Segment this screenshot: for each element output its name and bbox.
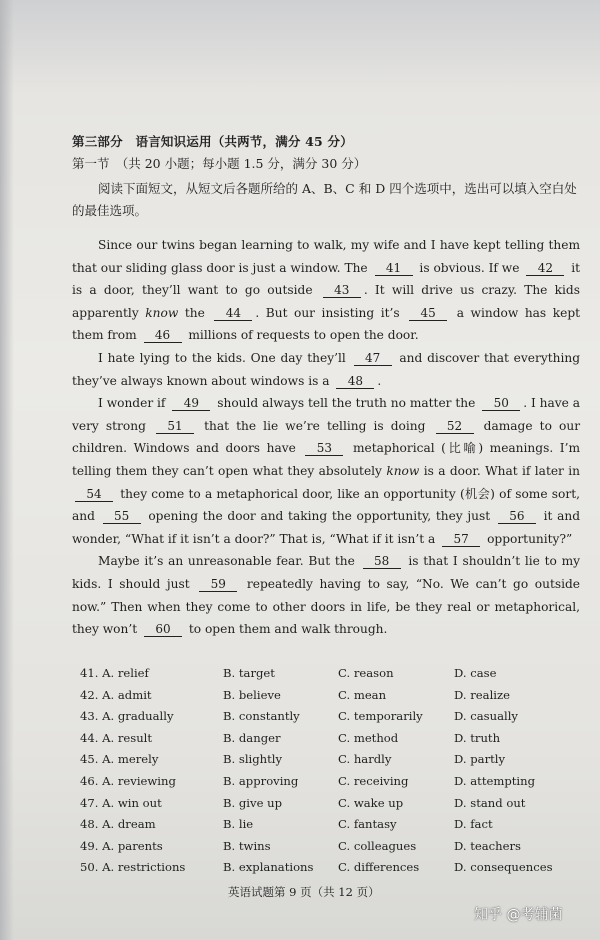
option-row-45	[80, 752, 560, 774]
option-a: 41. A. relief	[80, 666, 149, 680]
option-b: B. constantly	[223, 709, 300, 724]
option-c: C. hardly	[338, 752, 392, 767]
option-c: C. wake up	[338, 795, 404, 810]
option-d: D. partly	[454, 752, 506, 767]
option-a: 43. A. gradually	[80, 709, 174, 724]
option-c: C. differences	[338, 860, 420, 875]
option-row-44	[80, 731, 560, 753]
option-d: D. stand out	[454, 795, 526, 810]
option-d: D. attempting	[454, 773, 536, 788]
option-row-48	[80, 817, 560, 839]
blank-58: 58	[363, 555, 401, 569]
option-b: B. target	[223, 666, 275, 680]
option-c: C. temporarily	[338, 709, 423, 724]
cloze-passage	[72, 234, 580, 641]
option-c: C. reason	[338, 666, 394, 680]
part-heading: 第一节 （共 20 小题；每小题 1.5 分，满分 30 分）	[72, 156, 367, 171]
option-d: D. teachers	[454, 838, 521, 853]
option-a: 45. A. merely	[80, 752, 159, 767]
option-a: 44. A. result	[80, 730, 153, 745]
paragraph-1: Since our twins began learning to walk, my wife and I have kept telling them that our sliding glass door is just a window. The 41 is obvious. If we 42 it is a door, they’ll want to go outside 43 . It will drive us crazy. The kids apparently know the 44 . But our insisting it’s 45 a window has kept them from 46 millions of requests to open the door.	[72, 238, 581, 343]
blank-55: 55	[103, 510, 141, 524]
watermark: 知乎 @考辅菌	[474, 907, 563, 923]
option-b: B. approving	[223, 773, 299, 788]
blank-41: 41	[375, 262, 413, 276]
paragraph-2: I hate lying to the kids. One day they’ll 47 and discover that everything they’ve always known about windows is a 48 .	[72, 350, 581, 388]
option-d: D. casually	[454, 709, 518, 724]
option-d: D. case	[454, 666, 497, 680]
option-b: B. twins	[223, 838, 271, 853]
option-c: C. fantasy	[338, 817, 397, 832]
blank-59: 59	[199, 578, 237, 592]
option-b: B. lie	[223, 817, 254, 832]
section-heading: 第三部分 语言知识运用（共两节，满分 45 分）	[72, 134, 353, 149]
blank-49: 49	[172, 397, 210, 411]
blank-44: 44	[214, 307, 252, 321]
option-row-43	[80, 709, 560, 731]
blank-42: 42	[526, 262, 564, 276]
option-c: C. mean	[338, 687, 387, 702]
blank-47: 47	[354, 352, 392, 366]
page-footer: 英语试题第 9 页（共 12 页）	[228, 885, 380, 899]
option-b: B. danger	[223, 730, 281, 745]
option-row-46	[80, 774, 560, 796]
option-a: 48. A. dream	[80, 817, 156, 832]
blank-56: 56	[498, 510, 536, 524]
option-row-50	[80, 860, 560, 882]
option-b: B. believe	[223, 687, 281, 702]
option-d: D. truth	[454, 730, 501, 745]
option-a: 42. A. admit	[80, 687, 152, 702]
option-a: 46. A. reviewing	[80, 773, 176, 788]
option-b: B. slightly	[223, 752, 283, 767]
blank-57: 57	[442, 533, 480, 547]
option-row-47	[80, 796, 560, 818]
option-row-49	[80, 839, 560, 861]
blank-51: 51	[156, 420, 194, 434]
option-c: C. method	[338, 730, 399, 745]
option-b: B. explanations	[223, 860, 314, 875]
blank-53: 53	[305, 442, 343, 456]
blank-60: 60	[144, 623, 182, 637]
paragraph-3: I wonder if 49 should always tell the truth no matter the 50 . I have a very strong 51 that the lie we’re telling is doing 52 damage to our children. Windows and doors have 53 metaphorical (比喻) meanings. I’m telling them they can’t open what they absolutely know is a door. What if later in 54 they come to a metaphorical door, like an opportunity (机会) of some sort, and 55 opening the door and taking the opportunity, they just 56 it and wonder, “What if it isn’t a door?” That is, “What if it isn’t a 57 opportunity?”	[72, 396, 581, 546]
instructions-text: 阅读下面短文，从短文后各题所给的 A、B、C 和 D 四个选项中，选出可以填入空白处的最佳选项。	[72, 181, 577, 218]
option-a: 47. A. win out	[80, 795, 162, 810]
option-b: B. give up	[223, 795, 283, 810]
option-a: 49. A. parents	[80, 838, 163, 853]
option-row-41	[80, 666, 560, 688]
option-d: D. realize	[454, 687, 510, 702]
blank-50: 50	[482, 397, 520, 411]
option-d: D. consequences	[454, 860, 553, 875]
blank-43: 43	[323, 284, 361, 298]
page-shadow	[0, 0, 14, 940]
paragraph-4: Maybe it’s an unreasonable fear. But the 58 is that I shouldn’t lie to my kids. I should just 59 repeatedly having to say, “No. We can’t go outside now.” Then when they come to other doors in life, be they real or metaphorical, they won’t 60 to open them and walk through.	[72, 554, 581, 637]
option-a: 50. A. restrictions	[80, 860, 186, 875]
option-c: C. receiving	[338, 773, 409, 788]
blank-48: 48	[336, 375, 374, 389]
option-c: C. colleagues	[338, 838, 417, 853]
blank-52: 52	[436, 420, 474, 434]
blank-54: 54	[75, 488, 113, 502]
answer-options	[80, 666, 560, 882]
blank-46: 46	[144, 329, 182, 343]
option-row-42	[80, 688, 560, 710]
blank-45: 45	[409, 307, 447, 321]
option-d: D. fact	[454, 817, 493, 832]
